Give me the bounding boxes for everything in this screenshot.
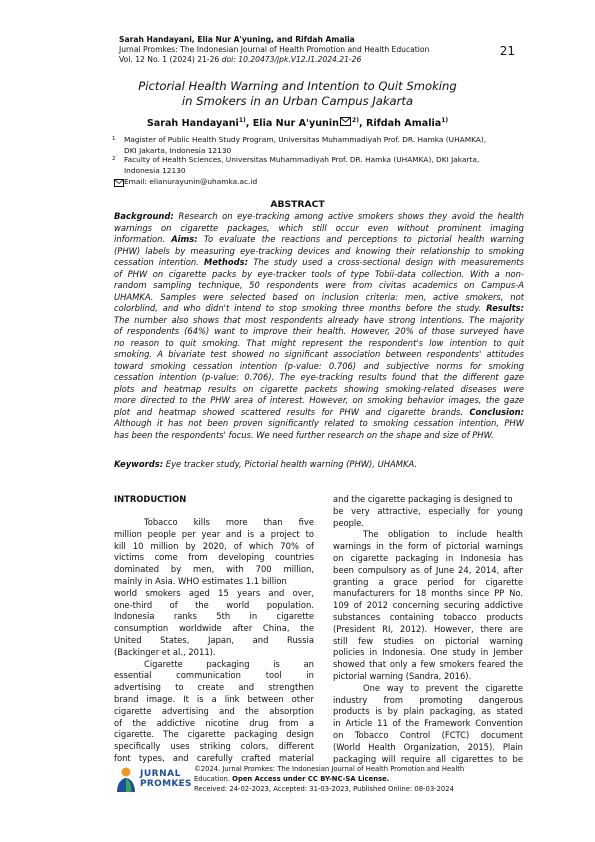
license-link[interactable]: Open Access under CC BY-NC-SA License. xyxy=(232,775,390,783)
body-text-line: Cigarette packaging is an xyxy=(144,658,314,669)
body-text-line: consumption worldwide after China, the xyxy=(114,623,314,634)
keywords-label: Keywords: xyxy=(114,459,164,469)
footer-copyright: ©2024. Jurnal Promkes: The Indonesian Journal of Health Promotion and Health xyxy=(194,765,465,773)
affiliation-line: Indonesia 12130 xyxy=(124,165,186,175)
abstract-text: Although it has not been proven significantly related to smoking cessation intention, PHW xyxy=(114,418,524,428)
paper-title xyxy=(0,79,595,109)
body-text-line: policies in Indonesia. One study in Jember xyxy=(333,647,523,658)
abstract-text: smoking. A bivariate test showed no significant association between respondents' attitudes xyxy=(114,349,524,359)
body-text-line: one-third of the world population. xyxy=(114,599,314,610)
abstract-text: information. xyxy=(114,234,172,244)
body-text-line: warnings in the form of pictorial warnings xyxy=(333,541,523,552)
abstract-label: Methods: xyxy=(203,257,254,267)
abstract-text: toward smoking cessation intention (p-value: 0.706) and subjective norms for smoking xyxy=(114,360,524,371)
page-number: 21 xyxy=(499,44,515,58)
body-text-line: million people per year and is a project to xyxy=(114,528,314,539)
body-text-line: people. xyxy=(333,517,365,528)
body-text-line: on cigarette packaging in Indonesia has xyxy=(333,553,523,563)
envelope-icon[interactable] xyxy=(340,117,351,126)
abstract-text: cessation intention. xyxy=(114,257,204,267)
body-text-line: showed that only a few smokers feared the xyxy=(333,659,523,670)
volume: Vol. 12 No. 1 (2024) 21-26 xyxy=(119,55,222,64)
journal-logo xyxy=(114,765,192,795)
body-text-line: mainly in Asia. WHO estimates 1.1 billion xyxy=(114,576,287,586)
body-text-line: One way to prevent the cigarette xyxy=(363,682,523,693)
abstract-line xyxy=(114,269,524,281)
abstract-line xyxy=(114,384,524,396)
abstract-line xyxy=(114,372,524,384)
body-text-line: (World Health Organization, 2015). Plain xyxy=(333,741,523,752)
abstract-line xyxy=(114,395,524,407)
logo-mark-icon xyxy=(114,765,138,793)
author-affil-marker: 2) xyxy=(352,117,359,124)
body-text-line: United States, Japan, and Russia xyxy=(114,635,314,645)
body-text-line: pictorial warning (Sandra, 2016). xyxy=(333,671,472,681)
abstract-heading: ABSTRACT xyxy=(270,199,325,210)
footer-dates: Received: 24-02-2023, Accepted: 31-03-2023, Published Online: 08-03-2024 xyxy=(194,785,454,793)
abstract-line xyxy=(114,280,524,292)
body-text-line: in Article 11 of the Framework Convention xyxy=(333,718,523,729)
section-heading: INTRODUCTION xyxy=(114,494,187,504)
abstract-text: cessation intention (p-value: 0.706). The eye-tracking results found that the different gaze xyxy=(114,372,524,382)
abstract-text: Research on eye-tracking among active smokers shows they avoid the health xyxy=(178,211,524,221)
abstract-line xyxy=(114,257,524,269)
abstract-line xyxy=(114,223,524,235)
body-text-line: of the addictive nicotine drug from a xyxy=(114,717,314,728)
title-line: in Smokers in an Urban Campus Jakarta xyxy=(181,94,414,108)
body-text-line: and the cigarette packaging is designed to xyxy=(333,494,513,504)
body-text-line: products is by plain packaging, as stated xyxy=(333,706,523,717)
body-text-line: cigarette advertising and the absorption xyxy=(114,705,314,716)
abstract-text: no reason to quit smoking. That might represent the respondent's low intention to quit xyxy=(114,337,524,348)
email-link[interactable]: Email: elianurayunin@uhamka.ac.id xyxy=(124,177,258,186)
body-text-line: industry from promoting dangerous xyxy=(333,694,523,705)
abstract-text: plot and heatmap showed scattered results for PHW and cigarette brands. xyxy=(114,406,470,417)
body-text-line: manufacturers for 18 months since PP No. xyxy=(333,588,523,599)
body-text-line: font types, and carefully crafted material xyxy=(114,753,314,763)
body-text-line: (Backinger et al., 2011). xyxy=(114,646,216,657)
body-text-line: substances containing tobacco products xyxy=(333,612,523,622)
abstract-text: of respondents (64%) want to improve their health. However, 20% of those surveyed have xyxy=(114,326,524,336)
affiliation-number: 2 xyxy=(112,156,116,162)
affiliation-2 xyxy=(112,155,532,176)
abstract-line xyxy=(114,315,524,327)
abstract-text: The number also shows that most respondents already have strong intentions. The majority xyxy=(114,314,524,325)
body-text-line: 109 of 2012 concerning securing addictive xyxy=(333,600,523,611)
affiliation-number: 1 xyxy=(112,136,116,142)
abstract-line xyxy=(114,234,524,246)
body-text-line: kill 10 million by 2020, of which 70% of xyxy=(114,540,314,551)
abstract-text: The study used a cross-sectional design with measurements xyxy=(253,257,524,267)
author-affil-marker: 1) xyxy=(238,117,246,124)
body-text-line: advertising to create and strengthen xyxy=(114,682,314,693)
abstract-line xyxy=(114,361,524,373)
body-text-line: Indonesia ranks 5th in cigarette xyxy=(114,611,314,622)
abstract-text: more directed to the PHW area of interest. However, on smoking behavior images, the gaze xyxy=(114,395,524,405)
author-affil-marker: 1) xyxy=(441,117,449,124)
journal-name: Jurnal Promkes: The Indonesian Journal of Health Promotion and Health Education xyxy=(119,45,430,54)
body-text-line: granting a grace period for cigarette xyxy=(333,576,523,587)
abstract-text: (PHW) labels by measuring eye-tracking devices and knowing their relationship to smoking xyxy=(114,245,524,256)
author-separator: , xyxy=(245,118,253,130)
abstract-label: Results: xyxy=(486,303,524,313)
body-text-line: world smokers aged 15 years and over, xyxy=(114,587,314,598)
abstract-line xyxy=(114,292,524,304)
abstract-line xyxy=(114,246,524,258)
body-text-line: (President RI, 2012). However, there are xyxy=(333,623,523,634)
keywords-text: Eye tracker study, Pictorial health warning (PHW), UHAMKA. xyxy=(163,459,418,469)
affiliation-line: Faculty of Health Sciences, Universitas Muhammadiyah Prof. DR. Hamka (UHAMKA), DKI Jakarta, xyxy=(124,155,480,164)
keywords xyxy=(114,459,417,469)
logo-text-top: JURNAL xyxy=(140,769,181,779)
abstract-text: plots and heatmap results on cigarette packets showing smoking-related diseases were xyxy=(114,383,524,394)
body-text-line: victims come from developing countries xyxy=(114,552,314,563)
author-list xyxy=(0,117,595,129)
logo-text-bottom: PROMKES xyxy=(140,779,192,789)
abstract-text: random sampling technique, 50 respondents were from civitas academics on Campus-A xyxy=(114,280,524,290)
abstract-line xyxy=(114,211,524,223)
abstract-line xyxy=(114,326,524,338)
abstract-line xyxy=(114,303,524,315)
abstract-line xyxy=(114,430,524,442)
affiliation-line: DKI Jakarta, Indonesia 12130 xyxy=(124,145,232,155)
body-text-line: specifically uses striking colors, different xyxy=(114,741,314,752)
body-text-line: The obligation to include health xyxy=(363,529,523,540)
body-text-line: still few studies on pictorial warning xyxy=(333,635,523,646)
title-line: Pictorial Health Warning and Intention to Quit Smoking xyxy=(138,79,457,93)
abstract-label: Aims: xyxy=(171,234,204,244)
envelope-icon xyxy=(114,179,124,187)
author-name: Sarah Handayani xyxy=(146,118,239,130)
abstract-text: warnings on cigarette packages, which still occur even without prominent imaging xyxy=(114,222,524,233)
abstract-line xyxy=(114,407,524,419)
footer-text: Education. xyxy=(194,775,233,783)
abstract-text: has been the respondents' focus. We need further research on the shape and size of PHW. xyxy=(114,429,494,440)
running-authors: Sarah Handayani, Elia Nur A'yuning, and Rifdah Amalia xyxy=(119,35,355,44)
footer-license xyxy=(194,775,389,785)
author-name: Elia Nur A'yunin xyxy=(252,118,340,130)
abstract-line xyxy=(114,349,524,361)
body-text-line: been compulsory as of June 24, 2014, after xyxy=(333,564,523,575)
body-text-line: be very attractive, especially for young xyxy=(333,505,523,516)
affiliation-1 xyxy=(112,135,532,156)
body-text-line: packaging will require all cigarettes to be xyxy=(333,753,523,764)
abstract-text: colorblind, and who didn't intend to stop smoking three months before the study. xyxy=(114,303,487,313)
body-text-line: Tobacco kills more than five xyxy=(144,517,314,527)
author-separator: , xyxy=(358,118,366,130)
doi-link[interactable]: doi: 10.20473/jpk.V12.I1.2024.21-26 xyxy=(221,55,362,64)
body-text-line: on Tobacco Control (FCTC) document xyxy=(333,730,523,740)
abstract-text: of PHW on cigarette packs by eye-tracker tools of type Tobii-data collection. With a non- xyxy=(114,268,524,279)
volume-doi xyxy=(119,55,361,65)
body-text-line: essential communication tool in xyxy=(114,670,314,681)
body-text-line: dominated by men, with 700 million, xyxy=(114,564,314,575)
body-text-line: brand image. It is a link between other xyxy=(114,694,314,704)
author-name: Rifdah Amalia xyxy=(365,118,442,130)
abstract-text: UHAMKA. Samples were selected based on inclusion criteria: men, active smokers, not xyxy=(114,291,524,302)
abstract-label: Background: xyxy=(114,211,179,221)
corresponding-email xyxy=(112,177,532,188)
abstract-label: Conclusion: xyxy=(469,406,524,417)
abstract-text: To evaluate the reactions and perceptions to pictorial health warning xyxy=(203,234,524,244)
body-text-line: cigarette. The cigarette packaging design xyxy=(114,729,314,740)
affiliation-line: Magister of Public Health Study Program, Universitas Muhammadiyah Prof. DR. Hamka (UHAMKA), xyxy=(124,135,487,144)
abstract-line xyxy=(114,338,524,350)
abstract-line xyxy=(114,418,524,430)
